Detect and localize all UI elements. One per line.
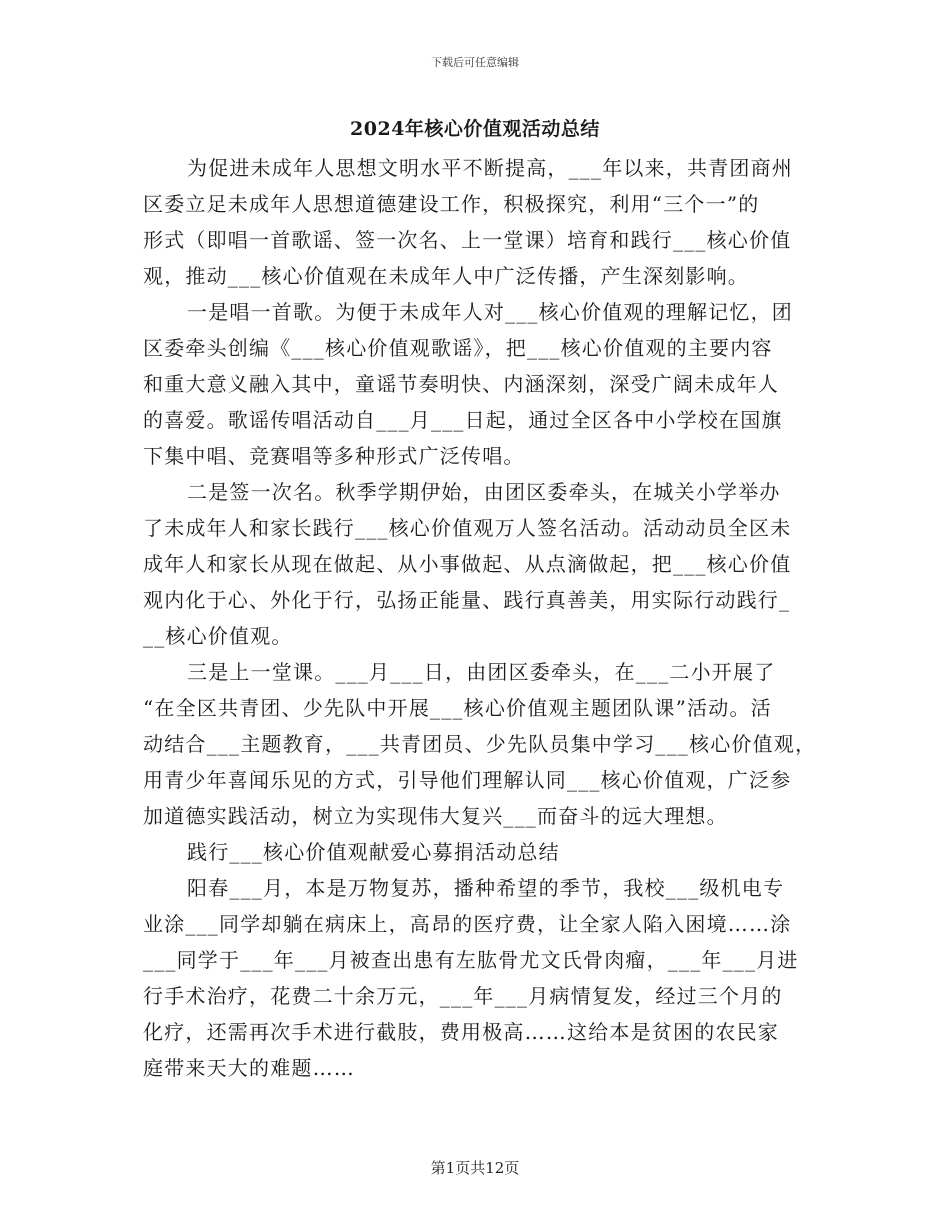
- paragraph-line: 化疗，还需再次手术进行截肢，费用极高……这给本是贫困的农民家: [143, 1020, 779, 1044]
- paragraph-line: 三是上一堂课。___月___日，由团区委牵头，在___二小开展了: [187, 660, 776, 684]
- paragraph-line: 加道德实践活动，树立为实现伟大复兴___而奋斗的远大理想。: [143, 804, 728, 828]
- paragraph-line: “在全区共青团、少先队中开展___核心价值观主题团队课”活动。活: [143, 696, 772, 720]
- paragraph-line: 为促进未成年人思想文明水平不断提高，___年以来，共青团商州: [187, 156, 793, 180]
- paragraph-line: 形式（即唱一首歌谣、签一次名、上一堂课）培育和践行___核心价值: [143, 228, 792, 252]
- document-body: [143, 150, 817, 1086]
- paragraph-line: 观内化于心、外化于行，弘扬正能量、践行真善美，用实际行动践行_: [143, 588, 791, 612]
- paragraph-line: 和重大意义融入其中，童谣节奏明快、内涵深刻，深受广阔未成年人: [143, 372, 779, 396]
- paragraph-line: 区委立足未成年人思想道德建设工作，积极探究，利用“三个一”的: [143, 192, 760, 216]
- document-title: 2024年核心价值观活动总结: [350, 118, 600, 140]
- section-heading: 践行___核心价值观献爱心募捐活动总结: [187, 840, 560, 864]
- paragraph-line: ___同学于___年___月被查出患有左肱骨尤文氏骨肉瘤，___年___月进: [143, 948, 799, 972]
- paragraph-line: 下集中唱、竞赛唱等多种形式广泛传唱。: [143, 444, 525, 468]
- paragraph-line: 成年人和家长从现在做起、从小事做起、从点滴做起，把___核心价值: [143, 552, 792, 576]
- page-footer-number: 第1页共12页: [430, 1159, 520, 1177]
- paragraph-line: 业涂___同学却躺在病床上，高昂的医疗费，让全家人陷入困境……涂: [143, 912, 792, 936]
- page-header-note: 下载后可任意编辑: [431, 56, 519, 69]
- paragraph-line: 一是唱一首歌。为便于未成年人对___核心价值观的理解记忆，团: [187, 300, 793, 324]
- paragraph-line: 庭带来天大的难题……: [143, 1056, 355, 1080]
- paragraph-line: 二是签一次名。秋季学期伊始，由团区委牵头，在城关小学举办: [187, 480, 781, 504]
- paragraph-line: 阳春___月，本是万物复苏，播种希望的季节，我校___级机电专: [187, 876, 785, 900]
- paragraph-line: 用青少年喜闻乐见的方式，引导他们理解认同___核心价值观，广泛参: [143, 768, 792, 792]
- paragraph-line: 行手术治疗，花费二十余万元，___年___月病情复发，经过三个月的: [143, 984, 783, 1008]
- paragraph-line: 了未成年人和家长践行___核心价值观万人签名活动。活动动员全区未: [143, 516, 792, 540]
- paragraph-line: __核心价值观。: [143, 624, 293, 648]
- paragraph-line: 观，推动___核心价值观在未成年人中广泛传播，产生深刻影响。: [143, 264, 749, 288]
- paragraph-line: 区委牵头创编《___核心价值观歌谣》，把___核心价值观的主要内容: [143, 336, 773, 360]
- paragraph-line: 动结合___主题教育，___共青团员、少先队员集中学习___核心价值观，: [143, 732, 817, 756]
- paragraph-line: 的喜爱。歌谣传唱活动自___月___日起，通过全区各中小学校在国旗: [143, 408, 783, 432]
